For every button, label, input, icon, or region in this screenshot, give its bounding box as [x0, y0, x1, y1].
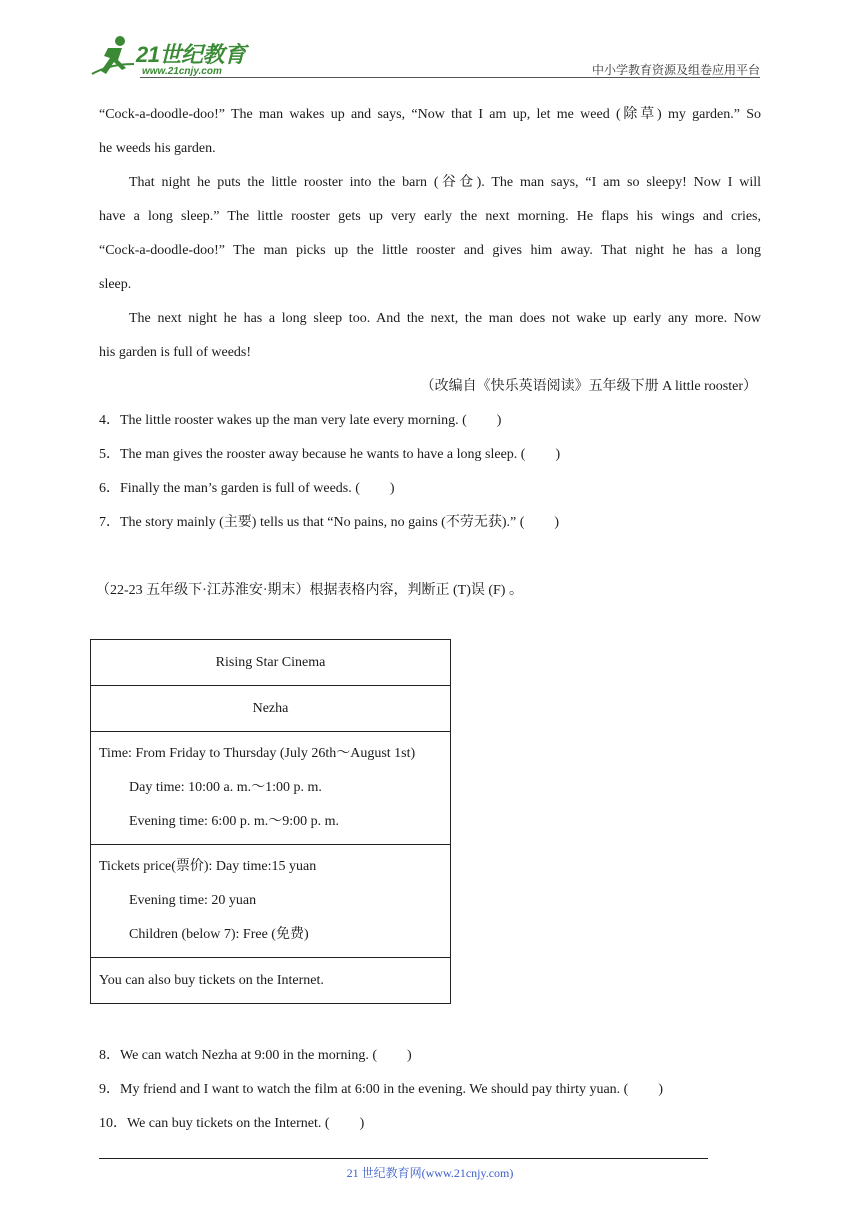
header-divider: [140, 77, 760, 78]
film-name: Nezha: [91, 686, 451, 732]
question-text: My friend and I want to watch the film at 6:00 in the evening. We should pay thirty yuan. (: [120, 1082, 629, 1097]
story-line: he weeds his garden.: [99, 141, 216, 156]
footer-divider: [99, 1158, 708, 1159]
site-logo: [90, 34, 260, 78]
question-number: 5．: [99, 447, 120, 462]
price-line: Tickets price(票价): Day time:15 yuan: [99, 859, 317, 874]
question-10: [99, 1107, 761, 1141]
story-line: sleep.: [99, 277, 132, 292]
question-text: We can buy tickets on the Internet. (: [127, 1116, 330, 1131]
question-close: ): [658, 1082, 664, 1097]
section-title: （22-23 五年级下·江苏淮安·期末）根据表格内容，判断正 (T)误 (F) 。: [96, 583, 523, 598]
time-line: Time: From Friday to Thursday (July 26th～August 1st): [99, 746, 416, 761]
question-close: ): [555, 447, 561, 462]
story-line: The next night he has a long sleep too. And the next, the man does not wake up early any more. Now: [129, 311, 761, 326]
price-cell: [91, 845, 451, 958]
question-4: [99, 404, 761, 438]
header-platform-name: 中小学教育资源及组卷应用平台: [591, 63, 760, 77]
question-close: ): [359, 1116, 365, 1131]
question-close: ): [389, 481, 395, 496]
time-cell: [91, 732, 451, 845]
question-number: 9．: [99, 1082, 120, 1097]
question-text: The story mainly (主要) tells us that “No pains, no gains (不劳无获).” (: [120, 515, 525, 530]
cinema-info-table: [90, 639, 451, 1004]
question-close: ): [407, 1048, 412, 1063]
question-8: [99, 1039, 761, 1073]
story-line: have a long sleep.” The little rooster gets up very early the next morning. He flaps his wings and cries,: [99, 209, 761, 224]
question-6: [99, 472, 761, 506]
question-number: 4．: [99, 413, 120, 428]
time-line: Day time: 10:00 a. m.～1:00 p. m.: [129, 780, 322, 795]
logo-text: 21世纪教育: [136, 42, 246, 67]
internet-note: You can also buy tickets on the Internet.: [91, 958, 451, 1004]
question-close: ): [554, 515, 560, 530]
question-number: 8．: [99, 1048, 120, 1063]
story-line: “Cock-a-doodle-doo!” The man picks up the little rooster and gives him away. That night he has a long: [99, 243, 761, 258]
question-5: [99, 438, 761, 472]
question-number: 6．: [99, 481, 120, 496]
question-number: 7．: [99, 515, 120, 530]
question-text: The little rooster wakes up the man very late every morning. (: [120, 413, 467, 428]
story-line: his garden is full of weeds!: [99, 345, 252, 360]
question-text: The man gives the rooster away because he wants to have a long sleep. (: [120, 447, 526, 462]
question-text: We can watch Nezha at 9:00 in the morning. (: [120, 1048, 378, 1063]
story-source: （改编自《快乐英语阅读》五年级下册 A little rooster）: [420, 379, 757, 394]
story-line: “Cock-a-doodle-doo!” The man wakes up and says, “Now that I am up, let me weed (除草) my garden.” So: [99, 107, 761, 122]
logo-url: www.21cnjy.com: [142, 66, 222, 77]
question-7: [99, 506, 761, 540]
question-text: Finally the man’s garden is full of weeds. (: [120, 481, 360, 496]
time-line: Evening time: 6:00 p. m.～9:00 p. m.: [129, 814, 339, 829]
cinema-name: Rising Star Cinema: [91, 640, 451, 686]
page-header: [90, 30, 760, 80]
question-number: 10．: [99, 1116, 127, 1131]
footer-link[interactable]: 21 世纪教育网(www.21cnjy.com): [346, 1166, 514, 1180]
price-line: Children (below 7): Free (免费): [129, 927, 309, 942]
runner-logo-icon: [90, 34, 136, 78]
question-close: ): [496, 413, 502, 428]
story-line: That night he puts the little rooster into the barn (谷仓). The man says, “I am so sleepy! Now I will: [129, 175, 761, 190]
question-9: [99, 1073, 761, 1107]
price-line: Evening time: 20 yuan: [129, 893, 257, 908]
